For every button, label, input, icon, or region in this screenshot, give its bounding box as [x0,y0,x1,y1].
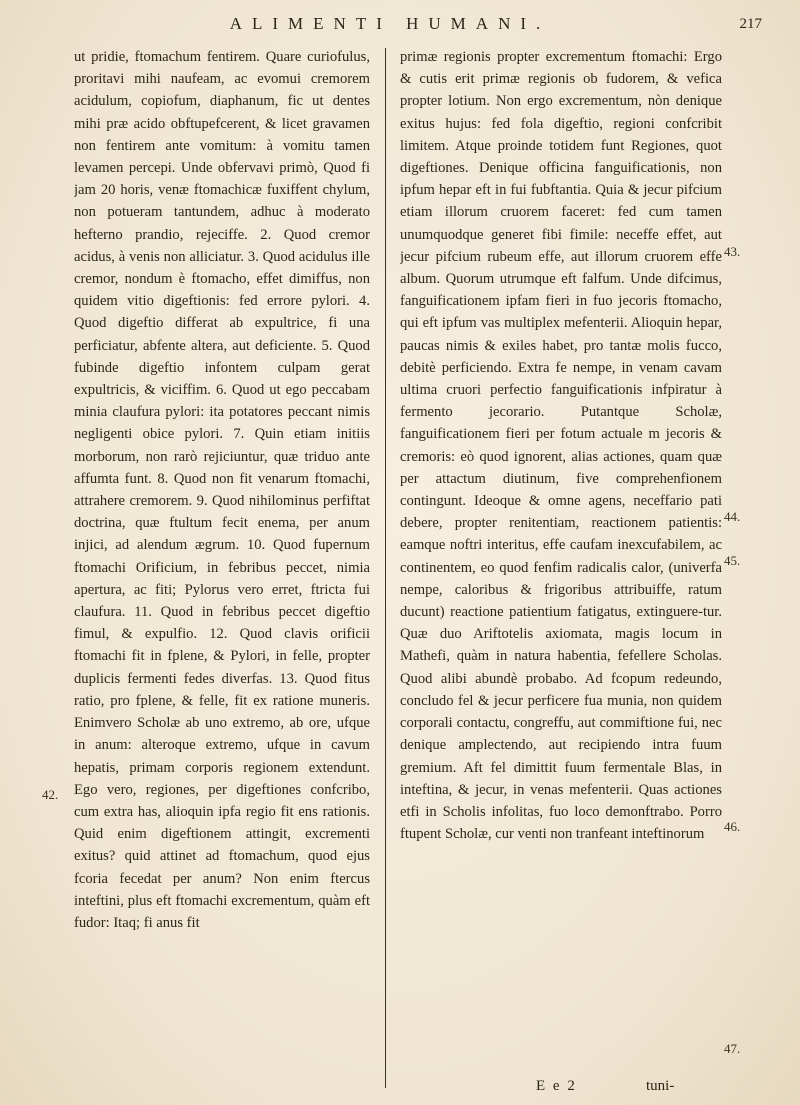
margin-number-46: 46. [724,819,741,834]
margin-number-43: 43. [724,244,741,259]
margin-number-44: 44. [724,509,741,524]
right-column-text: primæ regionis propter excrementum ftomachi: Ergo & cutis erit primæ regionis ob fudorem, & vefica propter lotium. Non ergo excrementum, nòn denique exitus hujus: fed fola digeftio, regioni confcribit limitem. Atque proinde totidem funt Regiones, quot digeftiones. Denique officina fanguificationis, non ipfum hepar eft in fui fubftantia. Quia & jecur pifcium etiam illorum cruorem faceret: fed cum tamen unumquodque generet fibi fimile: neceffe effet, aut jecur pifcium rubeum effe, aut illorum cruorem effe album. Quorum utrumque eft falfum. Unde difcimus, fanguificationem ipfam fieri in fuo jecoris ftomacho, qui eft ipfum vas multiplex mefenterii. Alioquin hepar, paucas nimis & exiles habet, pro tantæ molis fucco, debitè perficiendo. Extra fe nempe, in venam cavam ultima cruori perfectio fanguificationis infpiratur à fermento jecorario. Putantque Scholæ, fanguificationem fieri per fotum actuale m jecoris & cremoris: eò quod ignorent, alias actiones, quam quæ per attactum diutinum, five comprehenfionem contingunt. Ideoque & omne agens, neceffario pati debere, propter renitentiam, reactionem patientis: eamque noftri interitus, effe caufam inexcufabilem, ac continentem, eo quod fenfim radicalis calor, (univerfa nempe, caloribus & frigoribus attribuiffe, ratum ducunt) reactione patientium fatigatus, extinguere-tur. Quæ duo Ariftotelis axiomata, magis locum in Mathefi, quàm in natura habentia, fefellere Scholas. Quod alibi abundè probabo. Ad fcopum redeundo, concludo fel & jecur perficere fua munia, non quidem corporali contactu, congreffu, aut commiftione fui, nec denique amplectendo, aut recipiendo intra fuum gremium. Aft fel dimittit fuum fermentale Blas, in inteftina, & jecur, in venas mefenterii. Quas actiones etfi in Scholis infolitas, fuo loco demonftrabo. Porro ftupent Scholæ, cur venti non tranfeant inteftinorum [400,49,722,843]
left-column-text: ut pridie, ftomachum fentirem. Quare curiofulus, proritavi mihi naufeam, ac evomui cremorem acidulum, copiofum, diaphanum, fic ut dentes mihi præ acido obftupefcerent, & licet gravamen non fentirem ante vomitum: à vomitu tamen levamen percepi. Unde obfervavi primò, Quod fi jam 20 horis, venæ ftomachicæ fuxiffent chylum, non potueram tantundem, adhuc à moderato hefterno prandio, rejeciffe. 2. Quod cremor acidus, à venis non alliciatur. 3. Quod acidulus ille cremor, nondum è ftomacho, effet dimiffus, non quidem vitio digeftionis: fed errore pylori. 4. Quod digeftio differat ab expultrice, fi una perficiatur, abfente altera, aut deficiente. 5. Quod fubinde digeftio infontem culpam gerat expultricis, & viciffim. 6. Quod ut ego peccabam minia claufura pylori: ita potatores peccant nimis negligenti obice pylori. 7. Quin etiam initiis morborum, non rarò rejiciuntur, quæ triduo ante affumta funt. 8. Quod non fit venarum ftomachi, attrahere cremorem. 9. Quod nihilominus perfiftat doctrina, quæ ftultum fecit enema, per anum injici, ad alendum ægrum. 10. Quod fupernum ftomachi Orificium, in febribus peccet, nimia apertura, ac fiti; Pylorus vero erret, ftricta fui claufura. 11. Quod in febribus peccet digeftio fimul, & expulfio. 12. Quod clavis orificii ftomachi fit in fplene, & Pylori, in felle, propter duplicis fermenti fedes diverfas. 13. Quod fitus ratio, pro fplene, & felle, fit ex ratione muneris. Enimvero Scholæ ab uno extremo, ab ore, ufque in anum: alteroque extremo, ufque in cavum hepatis, primam corporis regionem extendunt. Ego vero, regiones, per digeftiones confcribo, cum extra has, alioquin ipfa regio fit ens rationis. Quid enim digeftionem attingit, excrementi exitus? quid attinet ad ftomachum, quod ejus fcoria fecedat per anum? Non enim ftercus inteftini, plus eft ftomachi excrementum, quàm eft fudor: Itaq; fi anus fit [74,49,370,931]
running-title: ALIMENTI HUMANI. [229,14,551,33]
column-divider [385,48,386,1088]
running-head [0,14,800,44]
page-footer [500,1078,740,1100]
signature-mark: E e 2 [536,1078,577,1094]
page-number: 217 [739,16,762,32]
catchword: tuni- [646,1078,675,1094]
margin-number-45: 45. [724,553,741,568]
right-column [400,46,722,1096]
margin-number-47: 47. [724,1041,741,1056]
left-column [74,46,370,1096]
margin-number-42: 42. [42,787,59,802]
